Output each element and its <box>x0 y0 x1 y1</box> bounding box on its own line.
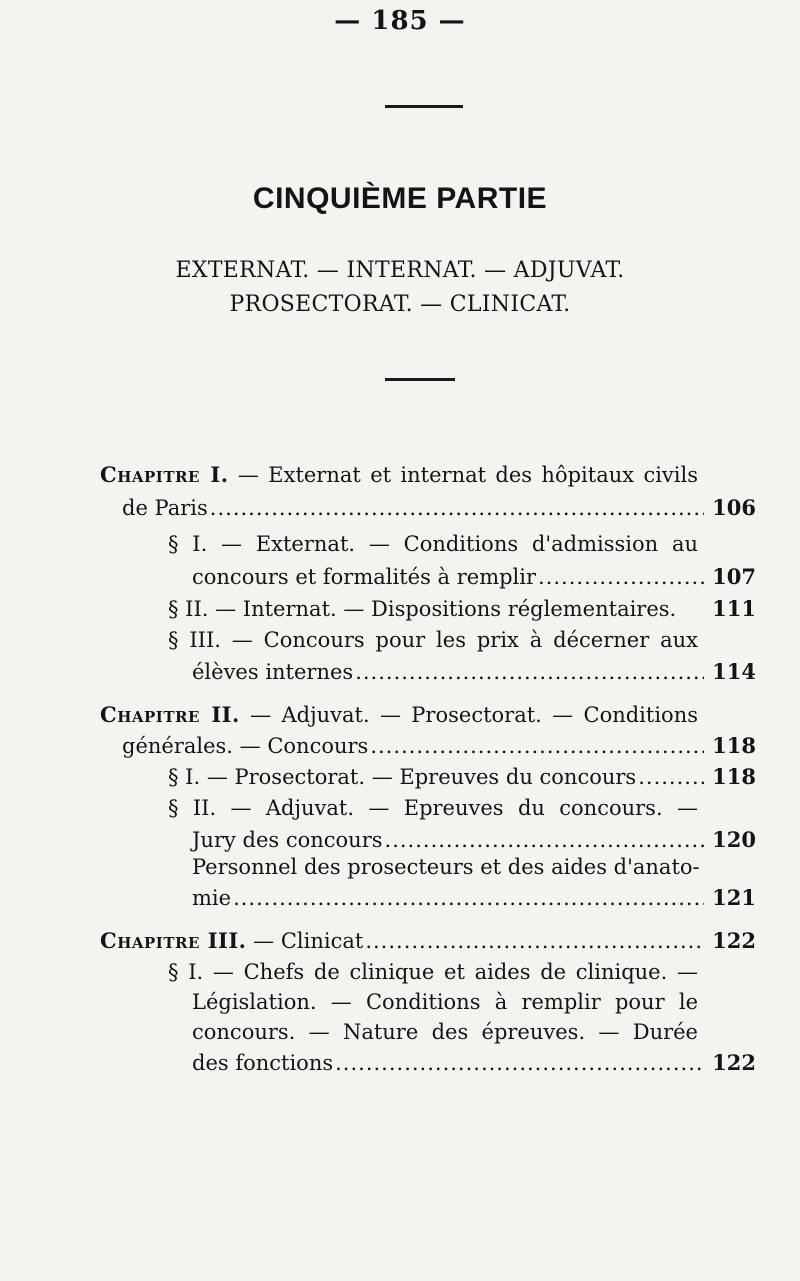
chapter-2-label: Chapitre II. <box>100 702 240 727</box>
toc-entry-section-1-3 <box>192 659 756 684</box>
chapter-3-label: Chapitre III. <box>100 928 247 953</box>
chapter-1-title: — Externat et internat des hôpitaux civils <box>237 463 699 487</box>
section-3-1-text: § I. — Chefs de clinique et aides de clinique. — <box>168 960 698 984</box>
dot-leader <box>638 765 704 789</box>
chapter-2-title: — Adjuvat. — Prosectorat. — Conditions <box>250 703 698 727</box>
toc-entry-chapter-2 <box>122 733 756 758</box>
chapter-2-heading <box>100 702 698 727</box>
middle-rule <box>385 378 455 381</box>
toc-entry-section-2-1 <box>168 764 756 789</box>
part-title: CINQUIÈME PARTIE <box>252 182 548 215</box>
page-ref: 111 <box>712 596 756 621</box>
dot-leader <box>335 1051 704 1075</box>
page-ref: 106 <box>712 495 756 520</box>
page-ref: 121 <box>712 885 756 910</box>
subtitle-line-2: PROSECTORAT. — CLINICAT. <box>229 292 571 317</box>
top-rule <box>385 105 463 108</box>
toc-entry-section-3-1 <box>192 1050 756 1075</box>
dot-leader <box>233 886 704 910</box>
dot-leader <box>538 565 704 589</box>
page-ref: 107 <box>712 564 756 589</box>
section-2-1-text: § I. — Prosectorat. — Epreuves du concours <box>168 765 637 789</box>
section-3-1-text-cont: des fonctions <box>192 1051 334 1075</box>
chapter-3-title: — Clinicat <box>253 929 364 953</box>
chapter-1-title-cont: de Paris <box>122 496 208 520</box>
page-ref: 118 <box>712 733 756 758</box>
section-2-3-text-cont: mie <box>192 886 232 910</box>
page-ref: 120 <box>712 827 756 852</box>
section-3-1-text-2: Législation. — Conditions à remplir pour le <box>192 990 698 1014</box>
toc-entry-chapter-1 <box>122 495 756 520</box>
section-2-3-text: Personnel des prosecteurs et des aides d'anato- <box>192 855 700 879</box>
toc-entry-section-1-2 <box>168 596 756 621</box>
section-1-1-text: § I. — Externat. — Conditions d'admission au <box>168 532 698 556</box>
chapter-1-label: Chapitre I. <box>100 462 229 487</box>
chapter-3-heading <box>100 928 363 953</box>
section-3-1-text-3: concours. — Nature des épreuves. — Durée <box>192 1020 698 1044</box>
toc-entry-section-2-2 <box>192 827 756 852</box>
dot-leader <box>365 929 704 953</box>
subtitle-line-1: EXTERNAT. — INTERNAT. — ADJUVAT. <box>175 258 625 283</box>
section-2-2-text-cont: Jury des concours <box>192 828 383 852</box>
section-1-3-text: § III. — Concours pour les prix à décerner aux <box>168 628 698 652</box>
toc-entry-chapter-3 <box>100 928 756 953</box>
page-number: — 185 — <box>334 6 466 36</box>
chapter-1-heading <box>100 462 698 487</box>
dot-leader <box>385 828 705 852</box>
section-2-2-text: § II. — Adjuvat. — Epreuves du concours. — <box>168 796 698 820</box>
chapter-2-title-cont: générales. — Concours <box>122 734 369 758</box>
toc-entry-section-2-3 <box>192 885 756 910</box>
page-ref: 114 <box>712 659 756 684</box>
section-1-3-text-cont: élèves internes <box>192 660 354 684</box>
section-1-2-text: § II. — Internat. — Dispositions réglementaires. <box>168 597 677 621</box>
dot-leader <box>210 496 704 520</box>
page-ref: 122 <box>712 928 756 953</box>
dot-leader <box>370 734 704 758</box>
page-ref: 122 <box>712 1050 756 1075</box>
page-ref: 118 <box>712 764 756 789</box>
toc-entry-section-1-1 <box>192 564 756 589</box>
section-1-1-text-cont: concours et formalités à remplir <box>192 565 537 589</box>
dot-leader <box>355 660 704 684</box>
